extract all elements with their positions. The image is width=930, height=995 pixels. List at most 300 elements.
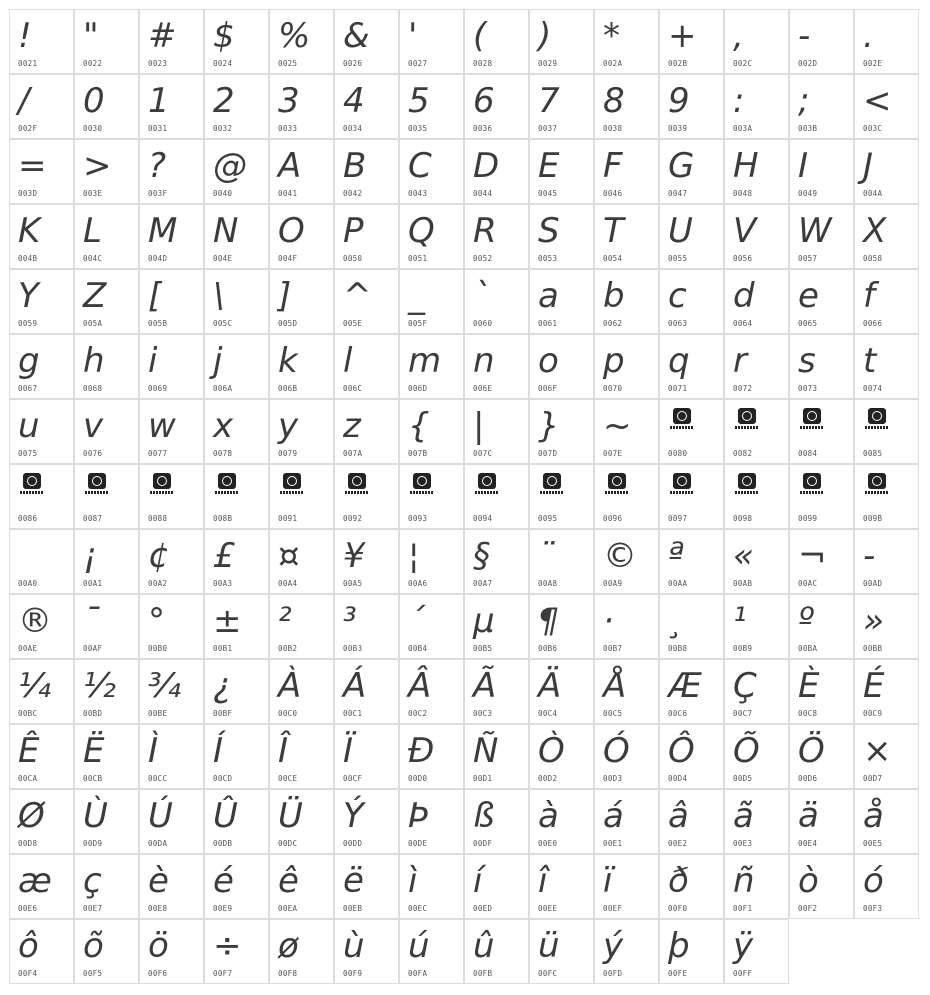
glyph-cell	[659, 594, 724, 659]
glyph-char: -	[798, 16, 811, 56]
glyph-cell	[399, 464, 464, 529]
missing-glyph-logo-icon	[345, 473, 369, 495]
glyph-codepoint: 00BA	[798, 644, 818, 653]
glyph-cell	[594, 724, 659, 789]
glyph-codepoint: 00D9	[83, 839, 103, 848]
missing-glyph-logo-icon	[605, 473, 629, 495]
glyph-char: |	[473, 406, 485, 446]
glyph-cell	[659, 789, 724, 854]
glyph-char: Æ	[668, 666, 702, 706]
glyph-codepoint: 009B	[863, 514, 883, 523]
glyph-codepoint: 0035	[408, 124, 428, 133]
glyph-cell	[659, 659, 724, 724]
glyph-codepoint: 003E	[83, 189, 103, 198]
glyph-codepoint: 0092	[343, 514, 363, 523]
glyph-cell	[269, 464, 334, 529]
glyph-cell	[464, 399, 529, 464]
glyph-char: ^	[343, 276, 372, 316]
glyph-char: -	[863, 536, 876, 576]
glyph-codepoint: 00E5	[863, 839, 883, 848]
glyph-grid	[9, 9, 919, 984]
glyph-codepoint: 00E8	[148, 904, 168, 913]
glyph-char: P	[343, 211, 364, 251]
glyph-cell	[464, 269, 529, 334]
glyph-cell	[724, 659, 789, 724]
glyph-cell	[334, 464, 399, 529]
glyph-char: <	[863, 81, 892, 121]
glyph-codepoint: 00B4	[408, 644, 428, 653]
glyph-cell	[334, 204, 399, 269]
glyph-cell	[269, 594, 334, 659]
glyph-cell	[204, 529, 269, 594]
glyph-codepoint: 0063	[668, 319, 688, 328]
glyph-codepoint: 0075	[18, 449, 38, 458]
glyph-codepoint: 002C	[733, 59, 753, 68]
glyph-char: 8	[603, 81, 625, 121]
glyph-char: o	[538, 341, 559, 381]
glyph-char: "	[83, 16, 99, 56]
glyph-codepoint: 00C3	[473, 709, 493, 718]
glyph-codepoint: 002F	[18, 124, 38, 133]
glyph-codepoint: 00E7	[83, 904, 103, 913]
glyph-char: Ù	[83, 796, 108, 836]
glyph-codepoint: 00B0	[148, 644, 168, 653]
glyph-char: [	[148, 276, 162, 316]
glyph-codepoint: 0055	[668, 254, 688, 263]
glyph-cell	[269, 334, 334, 399]
glyph-cell	[9, 74, 74, 139]
glyph-codepoint: 0037	[538, 124, 558, 133]
glyph-char: ©	[603, 536, 637, 576]
glyph-cell	[854, 529, 919, 594]
glyph-codepoint: 00C2	[408, 709, 428, 718]
glyph-cell	[529, 919, 594, 984]
glyph-codepoint: 0042	[343, 189, 363, 198]
glyph-char: Å	[603, 666, 627, 706]
glyph-cell	[139, 204, 204, 269]
missing-glyph-logo-icon	[85, 473, 109, 495]
glyph-codepoint: 00A3	[213, 579, 233, 588]
glyph-char: U	[668, 211, 693, 251]
glyph-char: s	[798, 341, 816, 381]
glyph-cell	[659, 334, 724, 399]
glyph-codepoint: 00B2	[278, 644, 298, 653]
glyph-char: ÿ	[733, 926, 754, 966]
glyph-char: æ	[18, 861, 52, 901]
glyph-cell	[594, 854, 659, 919]
glyph-cell	[789, 9, 854, 74]
glyph-cell	[529, 269, 594, 334]
glyph-cell	[74, 269, 139, 334]
glyph-char: c	[668, 276, 687, 316]
glyph-codepoint: 00C1	[343, 709, 363, 718]
glyph-codepoint: 00C5	[603, 709, 623, 718]
glyph-cell	[74, 139, 139, 204]
glyph-cell	[74, 724, 139, 789]
glyph-cell	[659, 9, 724, 74]
glyph-cell	[854, 854, 919, 919]
glyph-cell	[139, 9, 204, 74]
glyph-codepoint: 00A8	[538, 579, 558, 588]
glyph-char: µ	[473, 601, 495, 641]
glyph-cell	[139, 269, 204, 334]
glyph-char: õ	[83, 926, 104, 966]
glyph-codepoint: 0099	[798, 514, 818, 523]
glyph-cell	[334, 919, 399, 984]
glyph-char: ·	[603, 601, 614, 641]
glyph-codepoint: 0046	[603, 189, 623, 198]
glyph-codepoint: 0039	[668, 124, 688, 133]
glyph-char: k	[278, 341, 298, 381]
glyph-codepoint: 00D7	[863, 774, 883, 783]
glyph-char: ¯	[83, 601, 100, 641]
glyph-cell	[464, 789, 529, 854]
glyph-cell	[399, 334, 464, 399]
glyph-char: V	[733, 211, 757, 251]
glyph-cell	[139, 334, 204, 399]
glyph-cell	[529, 529, 594, 594]
glyph-codepoint: 00F4	[18, 969, 38, 978]
glyph-cell	[724, 789, 789, 854]
glyph-char: ;	[798, 81, 810, 121]
glyph-cell	[464, 464, 529, 529]
glyph-codepoint: 0071	[668, 384, 688, 393]
glyph-cell	[399, 139, 464, 204]
glyph-codepoint: 0062	[603, 319, 623, 328]
glyph-cell	[659, 269, 724, 334]
glyph-cell	[659, 529, 724, 594]
glyph-cell	[854, 724, 919, 789]
glyph-char: À	[278, 666, 302, 706]
missing-glyph-logo-icon	[475, 473, 499, 495]
glyph-char: ü	[538, 926, 560, 966]
glyph-cell	[269, 74, 334, 139]
glyph-codepoint: 00BC	[18, 709, 38, 718]
glyph-codepoint: 00DF	[473, 839, 493, 848]
glyph-codepoint: 00E4	[798, 839, 818, 848]
glyph-codepoint: 004A	[863, 189, 883, 198]
glyph-char: A	[278, 146, 302, 186]
glyph-cell	[464, 74, 529, 139]
glyph-cell	[74, 854, 139, 919]
glyph-char: ½	[83, 666, 116, 706]
glyph-codepoint: 00C4	[538, 709, 558, 718]
glyph-cell	[9, 594, 74, 659]
glyph-cell	[789, 529, 854, 594]
glyph-codepoint: 003B	[798, 124, 818, 133]
glyph-cell	[659, 74, 724, 139]
glyph-codepoint: 0033	[278, 124, 298, 133]
glyph-cell	[204, 854, 269, 919]
glyph-codepoint: 0036	[473, 124, 493, 133]
glyph-char: ¼	[18, 666, 51, 706]
glyph-cell	[74, 9, 139, 74]
missing-glyph-logo-icon	[800, 408, 824, 430]
missing-glyph-logo-icon	[670, 408, 694, 430]
glyph-cell	[724, 204, 789, 269]
missing-glyph-logo-icon	[800, 473, 824, 495]
glyph-codepoint: 00A9	[603, 579, 623, 588]
glyph-char: ¦	[408, 536, 420, 576]
glyph-codepoint: 00A4	[278, 579, 298, 588]
glyph-codepoint: 00FD	[603, 969, 623, 978]
glyph-cell	[399, 854, 464, 919]
glyph-codepoint: 00EF	[603, 904, 623, 913]
glyph-char: y	[278, 406, 299, 446]
glyph-char: 3	[278, 81, 300, 121]
glyph-char: ¾	[148, 666, 181, 706]
glyph-codepoint: 00A5	[343, 579, 363, 588]
glyph-char: â	[668, 796, 689, 836]
glyph-codepoint: 00CB	[83, 774, 103, 783]
glyph-cell	[269, 9, 334, 74]
glyph-char: *	[603, 16, 620, 56]
glyph-cell	[74, 919, 139, 984]
glyph-cell	[529, 204, 594, 269]
glyph-cell	[9, 464, 74, 529]
glyph-char: #	[148, 16, 177, 56]
glyph-codepoint: 00FF	[733, 969, 753, 978]
glyph-codepoint: 00BB	[863, 644, 883, 653]
glyph-codepoint: 00F8	[278, 969, 298, 978]
missing-glyph-logo-icon	[280, 473, 304, 495]
glyph-cell	[854, 9, 919, 74]
glyph-codepoint: 00A2	[148, 579, 168, 588]
glyph-char: ]	[278, 276, 292, 316]
glyph-char: j	[213, 341, 223, 381]
glyph-char: &	[343, 16, 370, 56]
glyph-codepoint: 0073	[798, 384, 818, 393]
glyph-codepoint: 0030	[83, 124, 103, 133]
glyph-codepoint: 0064	[733, 319, 753, 328]
glyph-char: ô	[18, 926, 39, 966]
glyph-codepoint: 0025	[278, 59, 298, 68]
glyph-char: )	[538, 16, 552, 56]
glyph-cell	[334, 399, 399, 464]
glyph-cell	[334, 659, 399, 724]
glyph-cell	[139, 919, 204, 984]
glyph-codepoint: 0023	[148, 59, 168, 68]
glyph-char: Í	[213, 731, 224, 771]
glyph-cell	[204, 919, 269, 984]
glyph-char: Û	[213, 796, 238, 836]
glyph-codepoint: 00AA	[668, 579, 688, 588]
glyph-char: z	[343, 406, 361, 446]
glyph-codepoint: 00D0	[408, 774, 428, 783]
glyph-codepoint: 00A0	[18, 579, 38, 588]
glyph-char: '	[408, 16, 418, 56]
glyph-codepoint: 0091	[278, 514, 298, 523]
glyph-cell	[854, 139, 919, 204]
glyph-char: e	[798, 276, 819, 316]
glyph-codepoint: 0038	[603, 124, 623, 133]
glyph-cell	[464, 854, 529, 919]
glyph-cell	[139, 529, 204, 594]
glyph-char: «	[733, 536, 754, 576]
glyph-codepoint: 00EB	[343, 904, 363, 913]
glyph-cell	[789, 789, 854, 854]
glyph-codepoint: 00C7	[733, 709, 753, 718]
glyph-char: Ê	[18, 731, 40, 771]
glyph-cell	[529, 334, 594, 399]
glyph-char: `	[473, 276, 490, 316]
glyph-codepoint: 002A	[603, 59, 623, 68]
glyph-codepoint: 00E2	[668, 839, 688, 848]
glyph-codepoint: 006B	[278, 384, 298, 393]
glyph-char: Ï	[343, 731, 354, 771]
glyph-char: D	[473, 146, 500, 186]
glyph-cell	[594, 9, 659, 74]
glyph-cell	[854, 269, 919, 334]
missing-glyph-logo-icon	[540, 473, 564, 495]
glyph-char: ×	[863, 731, 892, 771]
glyph-cell	[334, 269, 399, 334]
glyph-codepoint: 0086	[18, 514, 38, 523]
glyph-cell	[464, 9, 529, 74]
glyph-codepoint: 00DA	[148, 839, 168, 848]
glyph-codepoint: 006F	[538, 384, 558, 393]
glyph-cell	[139, 594, 204, 659]
glyph-codepoint: 00B1	[213, 644, 233, 653]
glyph-char: r	[733, 341, 747, 381]
glyph-char: ê	[278, 861, 299, 901]
glyph-char: ´	[408, 601, 425, 641]
glyph-codepoint: 00C9	[863, 709, 883, 718]
glyph-cell	[399, 9, 464, 74]
glyph-codepoint: 0096	[603, 514, 623, 523]
glyph-codepoint: 00F7	[213, 969, 233, 978]
glyph-codepoint: 00CD	[213, 774, 233, 783]
glyph-cell	[9, 399, 74, 464]
glyph-char: a	[538, 276, 559, 316]
glyph-cell	[399, 724, 464, 789]
glyph-char: O	[278, 211, 305, 251]
glyph-char: n	[473, 341, 495, 381]
glyph-codepoint: 0045	[538, 189, 558, 198]
glyph-codepoint: 0049	[798, 189, 818, 198]
glyph-char: ¸	[668, 601, 685, 641]
glyph-char: ä	[798, 796, 819, 836]
glyph-char: :	[733, 81, 745, 121]
glyph-char: É	[863, 666, 885, 706]
glyph-codepoint: 0066	[863, 319, 883, 328]
glyph-cell	[139, 74, 204, 139]
glyph-cell	[594, 529, 659, 594]
glyph-cell	[74, 74, 139, 139]
glyph-codepoint: 0077	[148, 449, 168, 458]
glyph-char: F	[603, 146, 623, 186]
glyph-cell	[399, 269, 464, 334]
glyph-cell	[789, 724, 854, 789]
glyph-codepoint: 00C8	[798, 709, 818, 718]
glyph-char: ¢	[148, 536, 170, 576]
glyph-codepoint: 0031	[148, 124, 168, 133]
missing-glyph-logo-icon	[670, 473, 694, 495]
glyph-codepoint: 004D	[148, 254, 168, 263]
glyph-cell	[269, 789, 334, 854]
glyph-char: $	[213, 16, 235, 56]
glyph-codepoint: 0043	[408, 189, 428, 198]
glyph-char: !	[18, 16, 32, 56]
glyph-cell	[204, 334, 269, 399]
glyph-char: ~	[603, 406, 632, 446]
missing-glyph-logo-icon	[215, 473, 239, 495]
glyph-cell	[464, 334, 529, 399]
glyph-codepoint: 0041	[278, 189, 298, 198]
glyph-char: ±	[213, 601, 242, 641]
glyph-codepoint: 00F9	[343, 969, 363, 978]
glyph-char: 6	[473, 81, 495, 121]
glyph-char: \	[213, 276, 225, 316]
glyph-cell	[139, 464, 204, 529]
glyph-char: û	[473, 926, 495, 966]
glyph-codepoint: 0060	[473, 319, 493, 328]
glyph-cell	[529, 9, 594, 74]
glyph-cell	[529, 724, 594, 789]
glyph-cell	[9, 919, 74, 984]
glyph-cell	[334, 74, 399, 139]
glyph-char: Ñ	[473, 731, 499, 771]
glyph-codepoint: 00D6	[798, 774, 818, 783]
glyph-cell	[529, 854, 594, 919]
glyph-char: î	[538, 861, 548, 901]
glyph-codepoint: 002E	[863, 59, 883, 68]
glyph-cell	[529, 139, 594, 204]
glyph-codepoint: 00F5	[83, 969, 103, 978]
glyph-cell	[724, 74, 789, 139]
glyph-char: Ð	[408, 731, 435, 771]
glyph-codepoint: 005A	[83, 319, 103, 328]
glyph-char: B	[343, 146, 367, 186]
glyph-codepoint: 00B8	[668, 644, 688, 653]
glyph-char: ù	[343, 926, 365, 966]
glyph-cell	[659, 724, 724, 789]
glyph-codepoint: 0080	[668, 449, 688, 458]
glyph-codepoint: 0094	[473, 514, 493, 523]
glyph-char: §	[473, 536, 490, 576]
glyph-codepoint: 0056	[733, 254, 753, 263]
glyph-char: à	[538, 796, 559, 836]
glyph-char: ø	[278, 926, 299, 966]
glyph-char: =	[18, 146, 47, 186]
glyph-cell	[854, 334, 919, 399]
glyph-char: (	[473, 16, 487, 56]
glyph-cell	[269, 854, 334, 919]
glyph-char: N	[213, 211, 239, 251]
glyph-codepoint: 00E9	[213, 904, 233, 913]
glyph-char: Z	[83, 276, 107, 316]
glyph-cell	[659, 854, 724, 919]
glyph-cell	[464, 139, 529, 204]
glyph-cell	[269, 139, 334, 204]
glyph-cell	[594, 919, 659, 984]
glyph-cell	[269, 269, 334, 334]
glyph-cell	[789, 399, 854, 464]
glyph-char: .	[863, 16, 874, 56]
glyph-codepoint: 0053	[538, 254, 558, 263]
glyph-codepoint: 0047	[668, 189, 688, 198]
glyph-codepoint: 0098	[733, 514, 753, 523]
glyph-codepoint: 00D2	[538, 774, 558, 783]
glyph-cell	[9, 204, 74, 269]
glyph-codepoint: 00A7	[473, 579, 493, 588]
glyph-cell	[334, 789, 399, 854]
glyph-char: ð	[668, 861, 689, 901]
glyph-char: ú	[408, 926, 430, 966]
glyph-codepoint: 0074	[863, 384, 883, 393]
glyph-cell	[789, 74, 854, 139]
glyph-codepoint: 00E6	[18, 904, 38, 913]
